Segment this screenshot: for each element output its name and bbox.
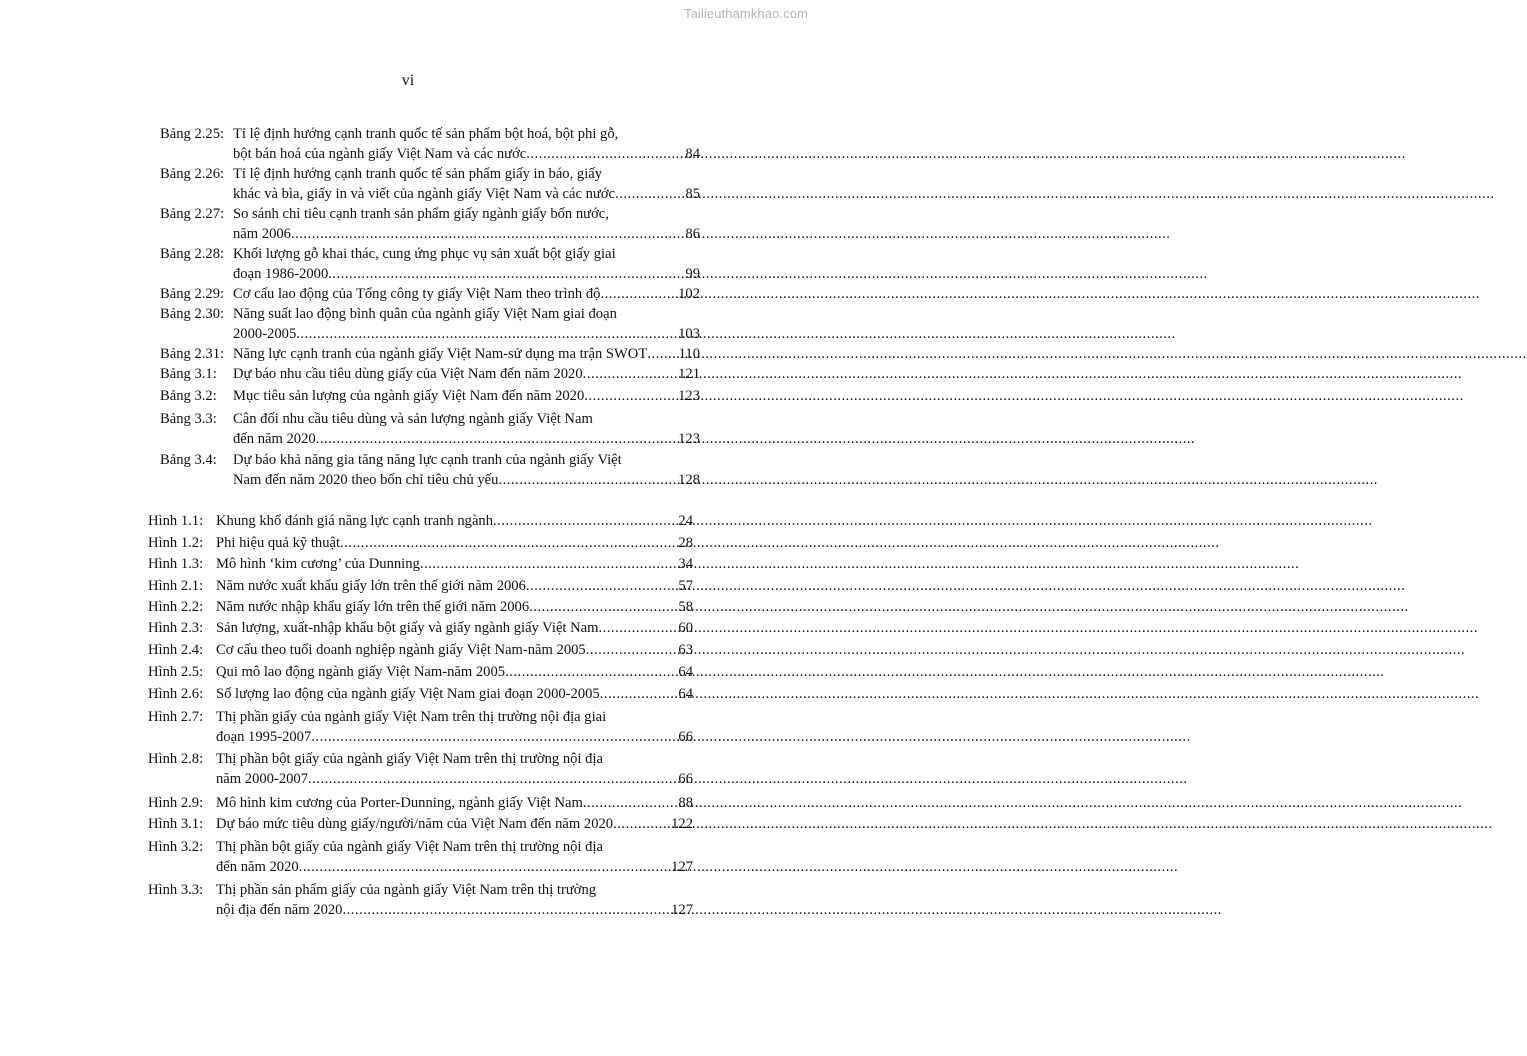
table-title-line: So sánh chỉ tiêu cạnh tranh sản phẩm giấy ngành giấy bốn nước, bbox=[233, 206, 609, 222]
figure-page-number: 88 bbox=[678, 795, 693, 811]
figure-page-number: 34 bbox=[678, 556, 693, 572]
table-title-line: Năng lực cạnh tranh của ngành giấy Việt Nam-sử dụng ma trận SWOT bbox=[233, 346, 648, 362]
dot-leader bbox=[299, 857, 670, 877]
table-title-line: Khối lượng gỗ khai thác, cung ứng phục vụ sản xuất bột giấy giai bbox=[233, 246, 616, 262]
figure-label: Hình 2.1: bbox=[148, 578, 204, 594]
figure-label: Hình 2.8: bbox=[148, 751, 204, 767]
figure-page-number: 127 bbox=[671, 859, 693, 875]
table-entry bbox=[160, 164, 700, 204]
page-number: vi bbox=[401, 72, 415, 89]
figure-entry bbox=[148, 511, 693, 531]
table-title-line: năm 2006 bbox=[233, 226, 291, 242]
figure-label: Hình 2.5: bbox=[148, 664, 204, 680]
figure-page-number: 63 bbox=[678, 642, 693, 658]
figure-title-line: Năm nước nhập khẩu giấy lớn trên thế giới năm 2006 bbox=[216, 599, 530, 615]
figure-entry bbox=[148, 640, 693, 660]
table-label: Bảng 2.31: bbox=[160, 346, 225, 362]
dot-leader bbox=[340, 533, 677, 553]
figure-entry bbox=[148, 749, 693, 789]
dot-leader bbox=[584, 386, 677, 406]
figure-title-line: năm 2000-2007 bbox=[216, 771, 309, 787]
figure-title-line: Thị phần bột giấy của ngành giấy Việt Nam trên thị trường nội địa bbox=[216, 839, 603, 855]
table-label: Bảng 2.26: bbox=[160, 166, 225, 182]
table-page-number: 84 bbox=[685, 146, 700, 162]
figure-page-number: 24 bbox=[678, 513, 693, 529]
table-page-number: 121 bbox=[678, 366, 700, 382]
figure-entry bbox=[148, 576, 693, 596]
figure-page-number: 64 bbox=[678, 686, 693, 702]
dot-leader bbox=[291, 224, 684, 244]
figure-entry bbox=[148, 707, 693, 747]
table-page-number: 110 bbox=[678, 346, 700, 362]
figure-title-line: Thị phần sản phẩm giấy của ngành giấy Việt Nam trên thị trường bbox=[216, 882, 597, 898]
table-page-number: 86 bbox=[685, 226, 700, 242]
figure-label: Hình 2.7: bbox=[148, 709, 204, 725]
table-entry bbox=[160, 304, 700, 344]
table-entry bbox=[160, 409, 700, 449]
dot-leader bbox=[526, 576, 678, 596]
figure-label: Hình 2.4: bbox=[148, 642, 204, 658]
figure-title-line: Mô hình kim cương của Porter-Dunning, ngành giấy Việt Nam bbox=[216, 795, 583, 811]
figure-label: Hình 1.3: bbox=[148, 556, 204, 572]
figure-label: Hình 2.3: bbox=[148, 620, 204, 636]
table-title-line: đoạn 1986-2000 bbox=[233, 266, 329, 282]
dot-leader bbox=[342, 900, 670, 920]
dot-leader bbox=[328, 264, 684, 284]
table-page-number: 102 bbox=[678, 286, 700, 302]
figure-title-line: đoạn 1995-2007 bbox=[216, 729, 312, 745]
dot-leader bbox=[526, 144, 684, 164]
table-label: Bảng 2.28: bbox=[160, 246, 225, 262]
figure-title-line: Khung khổ đánh giá năng lực cạnh tranh ngành bbox=[216, 513, 494, 529]
table-label: Bảng 3.2: bbox=[160, 388, 217, 404]
table-entry bbox=[160, 124, 700, 164]
table-title-line: khác và bìa, giấy in và viết của ngành giấy Việt Nam và các nước bbox=[233, 186, 616, 202]
table-label: Bảng 3.4: bbox=[160, 452, 217, 468]
figure-entry bbox=[148, 814, 693, 834]
figure-label: Hình 1.2: bbox=[148, 535, 204, 551]
figure-title-line: Thị phần bột giấy của ngành giấy Việt Nam trên thị trường nội địa bbox=[216, 751, 603, 767]
figure-entry bbox=[148, 837, 693, 877]
table-page-number: 123 bbox=[678, 388, 700, 404]
dot-leader bbox=[599, 618, 678, 638]
figure-entry bbox=[148, 533, 693, 553]
dot-leader bbox=[600, 284, 677, 304]
dot-leader bbox=[613, 814, 670, 834]
table-entry bbox=[160, 386, 700, 406]
dot-leader bbox=[529, 597, 677, 617]
figure-entry bbox=[148, 793, 693, 813]
table-title-line: đến năm 2020 bbox=[233, 431, 316, 447]
figure-title-line: Số lượng lao động của ngành giấy Việt Nam giai đoạn 2000-2005 bbox=[216, 686, 600, 702]
dot-leader bbox=[583, 364, 677, 384]
figure-title-line: Qui mô lao động ngành giấy Việt Nam-năm 2005 bbox=[216, 664, 506, 680]
dot-leader bbox=[420, 554, 678, 574]
figure-page-number: 28 bbox=[678, 535, 693, 551]
table-label: Bảng 2.29: bbox=[160, 286, 225, 302]
figure-label: Hình 1.1: bbox=[148, 513, 204, 529]
table-entry bbox=[160, 284, 700, 304]
table-title-line: Tỉ lệ định hướng cạnh tranh quốc tế sản phẩm bột hoá, bột phi gỗ, bbox=[233, 126, 619, 142]
table-title-line: Dự báo khả năng gia tăng năng lực cạnh tranh của ngành giấy Việt bbox=[233, 452, 622, 468]
table-page-number: 128 bbox=[678, 472, 700, 488]
watermark: Tailieuthamkhao.com bbox=[683, 6, 808, 21]
figure-title-line: Dự báo mức tiêu dùng giấy/người/năm của Việt Nam đến năm 2020 bbox=[216, 816, 614, 832]
figure-title-line: Năm nước xuất khẩu giấy lớn trên thế giới năm 2006 bbox=[216, 578, 526, 594]
figure-label: Hình 3.1: bbox=[148, 816, 204, 832]
table-entry bbox=[160, 244, 700, 284]
table-title-line: Tỉ lệ định hướng cạnh tranh quốc tế sản phẩm giấy in báo, giấy bbox=[233, 166, 603, 182]
dot-leader bbox=[498, 470, 677, 490]
figure-page-number: 66 bbox=[678, 771, 693, 787]
figure-entry bbox=[148, 554, 693, 574]
table-page-number: 99 bbox=[685, 266, 700, 282]
table-title-line: bột bán hoá của ngành giấy Việt Nam và các nước bbox=[233, 146, 527, 162]
figure-title-line: đến năm 2020 bbox=[216, 859, 299, 875]
figure-title-line: nội địa đến năm 2020 bbox=[216, 902, 343, 918]
table-label: Bảng 2.27: bbox=[160, 206, 225, 222]
figure-label: Hình 2.9: bbox=[148, 795, 204, 811]
figure-title-line: Thị phần giấy của ngành giấy Việt Nam trên thị trường nội địa giai bbox=[216, 709, 607, 725]
table-page-number: 103 bbox=[678, 326, 700, 342]
dot-leader bbox=[600, 684, 678, 704]
dot-leader bbox=[296, 324, 677, 344]
figure-title-line: Sản lượng, xuất-nhập khẩu bột giấy và giấy ngành giấy Việt Nam bbox=[216, 620, 599, 636]
figure-title-line: Cơ cấu theo tuổi doanh nghiệp ngành giấy Việt Nam-năm 2005 bbox=[216, 642, 586, 658]
table-page-number: 85 bbox=[685, 186, 700, 202]
table-title-line: Cơ cấu lao động của Tổng công ty giấy Việt Nam theo trình độ bbox=[233, 286, 601, 302]
table-label: Bảng 2.30: bbox=[160, 306, 225, 322]
figure-page-number: 127 bbox=[671, 902, 693, 918]
dot-leader bbox=[316, 429, 677, 449]
table-title-line: Cân đối nhu cầu tiêu dùng và sản lượng ngành giấy Việt Nam bbox=[233, 411, 593, 427]
table-entry bbox=[160, 364, 700, 384]
table-entry bbox=[160, 344, 700, 364]
dot-leader bbox=[505, 662, 677, 682]
figure-label: Hình 3.3: bbox=[148, 882, 204, 898]
figure-label: Hình 2.2: bbox=[148, 599, 204, 615]
table-title-line: Dự báo nhu cầu tiêu dùng giấy của Việt Nam đến năm 2020 bbox=[233, 366, 583, 382]
figure-page-number: 60 bbox=[678, 620, 693, 636]
dot-leader bbox=[583, 793, 678, 813]
figure-entry bbox=[148, 880, 693, 920]
figure-label: Hình 2.6: bbox=[148, 686, 204, 702]
figure-title-line: Phi hiệu quả kỹ thuật bbox=[216, 535, 341, 551]
figure-entry bbox=[148, 684, 693, 704]
dot-leader bbox=[647, 344, 677, 364]
table-label: Bảng 3.1: bbox=[160, 366, 217, 382]
table-title-line: Mục tiêu sản lượng của ngành giấy Việt Nam đến năm 2020 bbox=[233, 388, 585, 404]
figure-entry bbox=[148, 597, 693, 617]
figure-title-line: Mô hình ‘kim cương’ của Dunning bbox=[216, 556, 420, 572]
table-title-line: Năng suất lao động bình quân của ngành giấy Việt Nam giai đoạn bbox=[233, 306, 617, 322]
dot-leader bbox=[311, 727, 677, 747]
table-entry bbox=[160, 204, 700, 244]
table-label: Bảng 2.25: bbox=[160, 126, 225, 142]
figure-page-number: 66 bbox=[678, 729, 693, 745]
figure-page-number: 57 bbox=[678, 578, 693, 594]
dot-leader bbox=[615, 184, 684, 204]
figure-page-number: 64 bbox=[678, 664, 693, 680]
dot-leader bbox=[308, 769, 677, 789]
figure-entry bbox=[148, 662, 693, 682]
dot-leader bbox=[493, 511, 677, 531]
figure-page-number: 58 bbox=[678, 599, 693, 615]
dot-leader bbox=[586, 640, 678, 660]
figure-label: Hình 3.2: bbox=[148, 839, 204, 855]
table-title-line: Nam đến năm 2020 theo bốn chỉ tiêu chủ yếu bbox=[233, 472, 499, 488]
table-label: Bảng 3.3: bbox=[160, 411, 217, 427]
table-entry bbox=[160, 450, 700, 490]
table-page-number: 123 bbox=[678, 431, 700, 447]
figure-entry bbox=[148, 618, 693, 638]
figure-page-number: 122 bbox=[671, 816, 693, 832]
table-title-line: 2000-2005 bbox=[233, 326, 297, 342]
